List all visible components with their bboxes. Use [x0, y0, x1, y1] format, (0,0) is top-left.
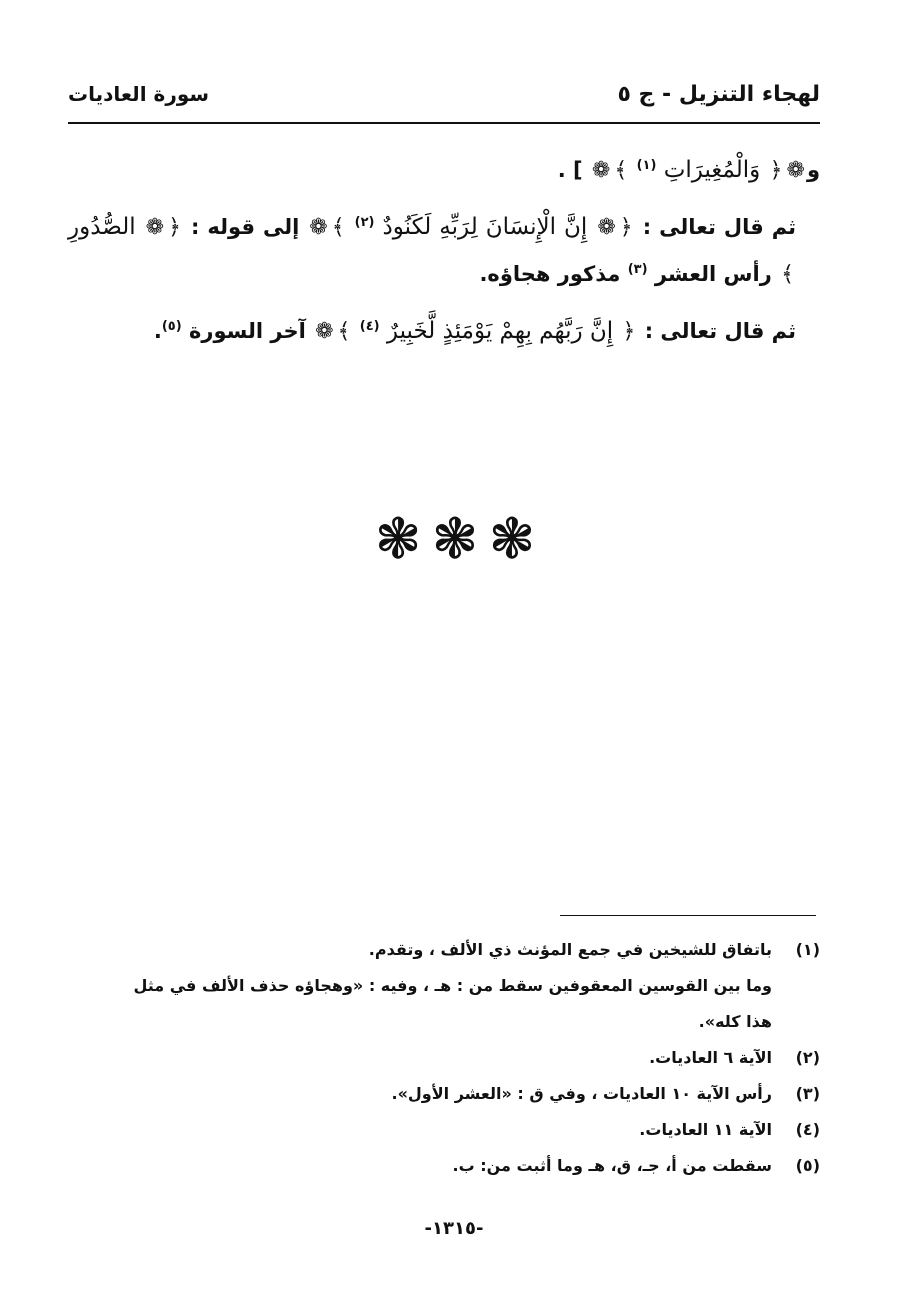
flower-ornament-icon: ❁ — [786, 158, 805, 183]
intro-text: ثم قال تعالى : — [644, 319, 796, 343]
end-text: رأس العشر — [654, 262, 772, 286]
footnote-separator — [560, 915, 816, 916]
intro-text: ثم قال تعالى : — [642, 215, 797, 239]
close-bracket-ornament-icon: ﴾ — [337, 319, 351, 344]
star-ornament-icon: ❃ — [488, 507, 536, 572]
open-bracket-ornament-icon: ﴿ — [769, 158, 783, 183]
footnote-text: الآية ١١ العاديات. — [639, 1120, 772, 1139]
flower-ornament-icon: ❁ — [597, 215, 616, 240]
footnote-item — [120, 1112, 820, 1148]
quran-verse: الصُّدُورِ — [68, 214, 136, 240]
text-wa: و — [806, 158, 820, 182]
end-text: آخر السورة — [188, 319, 306, 343]
quran-verse: وَالْمُغِيرَاتِ — [663, 157, 761, 183]
running-header — [68, 74, 820, 114]
footnote-item — [120, 932, 820, 968]
footnote-ref: (١) — [636, 158, 657, 173]
footnote-ref: (٣) — [627, 262, 648, 277]
footnote-item — [120, 1040, 820, 1076]
close-bracket-ornament-icon: ﴾ — [781, 262, 794, 287]
star-ornament-icon: ❃ — [431, 507, 479, 572]
middle-text: إلى قوله : — [191, 215, 300, 239]
flower-ornament-icon: ❁ — [591, 158, 611, 183]
main-text — [68, 145, 820, 363]
footnote-number: (٥) — [795, 1156, 820, 1175]
flower-ornament-icon: ❁ — [309, 215, 328, 240]
footnote-item — [120, 1076, 820, 1112]
surah-title: سورة العاديات — [68, 82, 210, 106]
footnotes — [120, 932, 820, 1184]
footnote-ref: (٥) — [161, 319, 182, 334]
footnote-text: رأس الآية ١٠ العاديات ، وفي ق : «العشر الأول». — [391, 1084, 772, 1103]
close-bracket-ornament-icon: ﴾ — [331, 215, 345, 240]
paragraph-1 — [68, 145, 820, 192]
footnote-continuation — [120, 968, 820, 1040]
footnote-number: (٢) — [795, 1048, 820, 1067]
open-bracket-ornament-icon: ﴿ — [619, 215, 633, 240]
footnote-ref: (٢) — [354, 215, 375, 230]
page-number: -١٣١٥- — [424, 1218, 484, 1239]
open-bracket-ornament-icon: ﴿ — [168, 215, 181, 240]
paragraph-3 — [68, 306, 820, 353]
header-rule — [68, 122, 820, 124]
quran-verse: إِنَّ رَبَّهُم بِهِمْ يَوْمَئِذٍ لَّخَبِيرٌ — [386, 318, 614, 344]
footnote-text: الآية ٦ العاديات. — [649, 1048, 772, 1067]
close-bracket-ornament-icon: ﴾ — [614, 158, 628, 183]
footnote-text: وما بين القوسين المعقوفين سقط من : هـ ، وفيه : «وهجاؤه حذف الألف في مثل هذا كله». — [133, 976, 772, 1031]
flower-ornament-icon: ❁ — [145, 215, 165, 240]
footnote-item — [120, 1148, 820, 1184]
book-title: لهجاء التنزيل - ج ٥ — [617, 81, 820, 107]
quran-verse: إِنَّ الْإِنسَانَ لِرَبِّهِ لَكَنُودٌ — [382, 214, 588, 240]
footnote-text: باتفاق للشيخين في جمع المؤنث ذي الألف ، وتقدم. — [368, 940, 772, 959]
footnote-number: (١) — [795, 940, 820, 959]
footnote-ref: (٤) — [359, 319, 380, 334]
footnote-number: (٤) — [795, 1120, 820, 1139]
open-bracket-ornament-icon: ﴿ — [622, 319, 636, 344]
footnote-number: (٣) — [795, 1084, 820, 1103]
star-ornament-icon: ❃ — [374, 507, 422, 572]
closing-bracket: ] . — [557, 158, 583, 182]
tail-text: . — [153, 319, 162, 343]
flower-ornament-icon: ❁ — [315, 319, 334, 344]
tail-text: مذكور هجاؤه. — [479, 262, 621, 286]
section-divider — [340, 507, 570, 572]
footnote-text: سقطت من أ، جـ، ق، هـ وما أثبت من: ب. — [452, 1156, 772, 1175]
paragraph-2 — [68, 202, 820, 296]
